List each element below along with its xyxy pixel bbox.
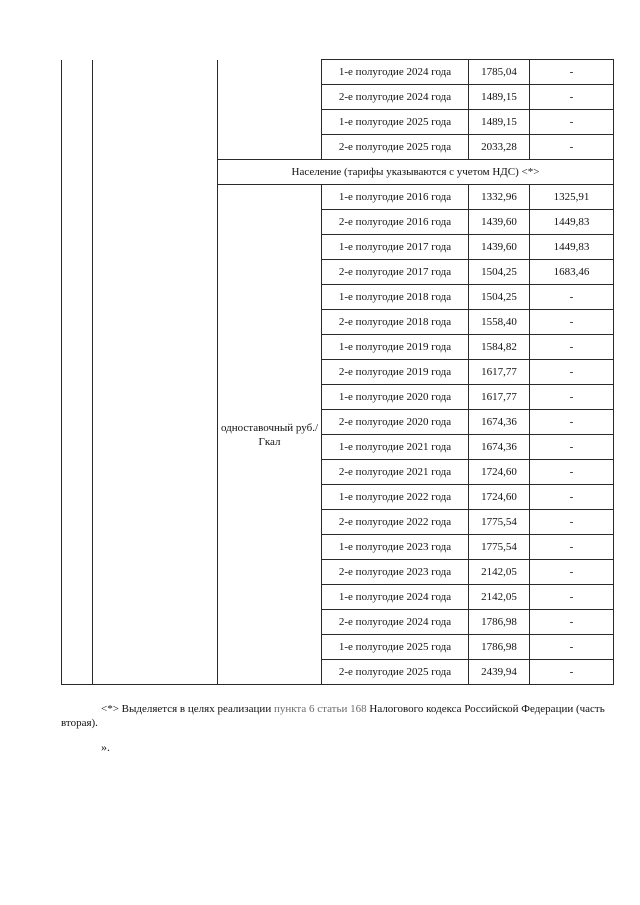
tariff-table: [61, 59, 614, 685]
period-cell: 1-е полугодие 2020 года: [322, 385, 469, 410]
tariff-value-cell: 1617,77: [469, 385, 530, 410]
vat-value-cell: -: [530, 135, 614, 160]
footnote-prefix: <*> Выделяется в целях реализации: [101, 703, 274, 715]
vat-value-cell: -: [530, 410, 614, 435]
footnote: [61, 702, 613, 730]
tariff-value-cell: 1775,54: [469, 535, 530, 560]
period-cell: 2-е полугодие 2016 года: [322, 210, 469, 235]
rate-type-cell-top: [218, 60, 322, 160]
tariff-value-cell: 1332,96: [469, 185, 530, 210]
organization-cell: [93, 60, 218, 685]
tariff-value-cell: 1786,98: [469, 635, 530, 660]
legal-reference-link[interactable]: пункта 6 статьи 168: [273, 703, 367, 715]
tariff-value-cell: 1674,36: [469, 435, 530, 460]
index-cell: [62, 60, 93, 685]
tariff-value-cell: 1775,54: [469, 510, 530, 535]
tariff-value-cell: 1504,25: [469, 285, 530, 310]
vat-value-cell: -: [530, 435, 614, 460]
period-cell: 2-е полугодие 2019 года: [322, 360, 469, 385]
period-cell: 1-е полугодие 2017 года: [322, 235, 469, 260]
period-cell: 2-е полугодие 2024 года: [322, 610, 469, 635]
period-cell: 1-е полугодие 2018 года: [322, 285, 469, 310]
period-cell: 2-е полугодие 2025 года: [322, 660, 469, 685]
tariff-value-cell: 2142,05: [469, 560, 530, 585]
period-cell: 1-е полугодие 2022 года: [322, 485, 469, 510]
vat-value-cell: -: [530, 360, 614, 385]
tariff-value-cell: 1785,04: [469, 60, 530, 85]
period-cell: 1-е полугодие 2024 года: [322, 585, 469, 610]
vat-value-cell: -: [530, 585, 614, 610]
period-cell: 2-е полугодие 2018 года: [322, 310, 469, 335]
vat-value-cell: -: [530, 110, 614, 135]
period-cell: 1-е полугодие 2024 года: [322, 60, 469, 85]
tariff-value-cell: 1489,15: [469, 110, 530, 135]
period-cell: 2-е полугодие 2025 года: [322, 135, 469, 160]
tariff-value-cell: 1584,82: [469, 335, 530, 360]
period-cell: 1-е полугодие 2019 года: [322, 335, 469, 360]
tariff-value-cell: 1558,40: [469, 310, 530, 335]
tariff-value-cell: 1724,60: [469, 460, 530, 485]
vat-value-cell: -: [530, 510, 614, 535]
period-cell: 1-е полугодие 2025 года: [322, 635, 469, 660]
vat-value-cell: -: [530, 485, 614, 510]
period-cell: 2-е полугодие 2024 года: [322, 85, 469, 110]
period-cell: 1-е полугодие 2021 года: [322, 435, 469, 460]
period-cell: 2-е полугодие 2023 года: [322, 560, 469, 585]
period-cell: 1-е полугодие 2025 года: [322, 110, 469, 135]
tariff-value-cell: 1617,77: [469, 360, 530, 385]
period-cell: 2-е полугодие 2017 года: [322, 260, 469, 285]
period-cell: 2-е полугодие 2021 года: [322, 460, 469, 485]
tariff-value-cell: 1439,60: [469, 210, 530, 235]
period-cell: 2-е полугодие 2022 года: [322, 510, 469, 535]
rate-type-cell: одноставочный руб./Гкал: [218, 185, 322, 685]
vat-value-cell: -: [530, 310, 614, 335]
vat-value-cell: -: [530, 85, 614, 110]
vat-value-cell: -: [530, 335, 614, 360]
vat-value-cell: -: [530, 635, 614, 660]
vat-value-cell: 1683,46: [530, 260, 614, 285]
vat-value-cell: 1325,91: [530, 185, 614, 210]
tariff-table-body: [62, 60, 614, 685]
vat-value-cell: -: [530, 460, 614, 485]
vat-value-cell: -: [530, 385, 614, 410]
tariff-value-cell: 2142,05: [469, 585, 530, 610]
vat-value-cell: -: [530, 560, 614, 585]
tariff-value-cell: 1674,36: [469, 410, 530, 435]
tariff-value-cell: 1439,60: [469, 235, 530, 260]
vat-value-cell: -: [530, 535, 614, 560]
period-cell: 2-е полугодие 2020 года: [322, 410, 469, 435]
period-cell: 1-е полугодие 2023 года: [322, 535, 469, 560]
section-title: Население (тарифы указываются с учетом НДС) <*>: [218, 160, 614, 185]
tariff-value-cell: 1504,25: [469, 260, 530, 285]
vat-value-cell: -: [530, 285, 614, 310]
tariff-value-cell: 1786,98: [469, 610, 530, 635]
table-row: [62, 60, 614, 85]
tariff-value-cell: 1489,15: [469, 85, 530, 110]
vat-value-cell: -: [530, 60, 614, 85]
vat-value-cell: -: [530, 660, 614, 685]
closing-quote: ».: [101, 740, 110, 754]
period-cell: 1-е полугодие 2016 года: [322, 185, 469, 210]
vat-value-cell: 1449,83: [530, 210, 614, 235]
tariff-value-cell: 2033,28: [469, 135, 530, 160]
vat-value-cell: -: [530, 610, 614, 635]
vat-value-cell: 1449,83: [530, 235, 614, 260]
footnote-suffix: Налогового кодекса Российской Федерации (часть вторая).: [61, 703, 605, 729]
tariff-value-cell: 1724,60: [469, 485, 530, 510]
tariff-value-cell: 2439,94: [469, 660, 530, 685]
